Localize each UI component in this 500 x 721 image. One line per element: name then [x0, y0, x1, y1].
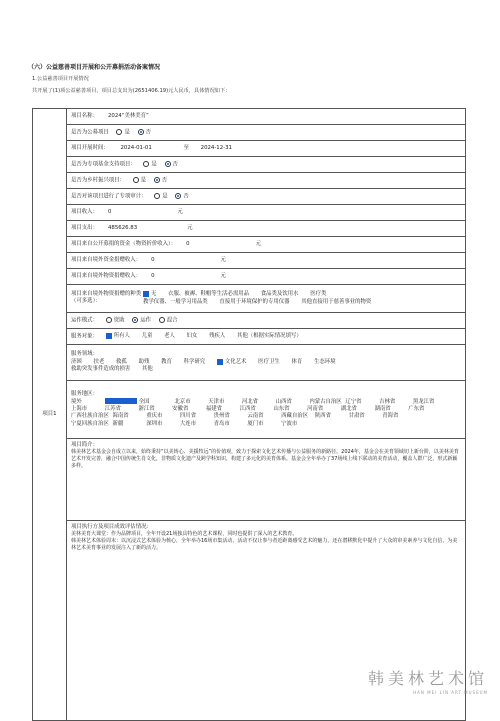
- public-fund-yes-radio[interactable]: [116, 129, 122, 135]
- row-overseas-goods: 项目来自境外物资捐赠收入： 0 元: [67, 269, 466, 285]
- special-fund-no-radio[interactable]: [165, 161, 171, 167]
- goods-none-checkbox[interactable]: [143, 291, 149, 297]
- result-paragraph-1: 美林美育大课堂：作为品牌项目，全年开设21场独具特色的艺术课程，同时也提供了深入的艺术教育。: [71, 531, 298, 538]
- intro-paragraph: 韩美林艺术基金会自成立以来，始终秉持“以美铸心、美援牧远”的价值观，致力于探索文化艺术传播与公益服务的新路径。2024年，基金会在美育领域切上新台阶，以美林美育艺术开发完善，融合中国传统生肖文化，非物质文化遗产及跨学科知识，构建了多元化的美育体系。基金会全年举办了37场线上线下联动的美育活动，覆盖人群广泛，形式新颖多样。: [71, 449, 459, 469]
- row-expense: 项目支出： 485626.83 元: [67, 221, 466, 237]
- row-public-raise: 项目来自公开募捐的资金（物资折价收入）： 0 元: [67, 237, 466, 253]
- result-paragraph-2: 韩美林艺术体验周末：以沉浸式艺术体验为核心，全年举办16场市集活动，活动不仅让参与者近距离感受艺术的魅力，还在潜移默化中提升了大众的审美素养与文化自信，为美林艺术美育事业的发展注入了新的活力。: [71, 538, 458, 551]
- rural-no-radio[interactable]: [154, 177, 160, 183]
- row-period: 项目开展时间： 2024-01-01 至 2024-12-31: [67, 141, 466, 157]
- side-label: 项目1: [33, 109, 67, 721]
- intro-text: 共开展了(1)项公益慈善项目，项目总支出为(2651406.19)元人民币，具体情况如下：: [32, 88, 231, 94]
- watermark-english: HAN MEI LIN ART MUSEUM: [413, 689, 488, 695]
- operation-mixed-radio[interactable]: [159, 317, 165, 323]
- row-operation: 运作模式： 资助 运作 混合: [67, 313, 466, 329]
- field-culture-checkbox[interactable]: [217, 359, 223, 365]
- row-overseas-fund: 项目来自境外资金捐赠收入： 0 元: [67, 253, 466, 269]
- operation-run-radio[interactable]: [132, 317, 138, 323]
- region-national-checkbox[interactable]: [105, 398, 137, 404]
- row-name: 项目名称： 2024“美林美育”: [67, 109, 466, 125]
- operation-fund-radio[interactable]: [106, 317, 112, 323]
- public-fund-no-radio[interactable]: [138, 129, 144, 135]
- row-region: 服务地区： 境外 全国 北京市 天津市 河北省 山西省 内蒙古自治区 辽宁省 吉林省 黑龙江省 上海市 江苏省 浙江省 安徽省 福建省 江西省 山东省 河南省 湖北省 湖南省 广东省 广西壮族自治区 海南省 重庆市 四川省 贵州省 云南省 西藏自治区 陕西省 甘肃省 青海省 宁夏回族自治区 新疆 深圳市 大连市 青岛市 厦门市 宁波市: [67, 381, 466, 439]
- rural-yes-radio[interactable]: [133, 177, 139, 183]
- row-field: 服务领域： 济困 扶老 救孤 助残 教育 科学研究 文化艺术 医疗卫生 体育 生态环境 救助突发事件造成的损害 其他: [67, 345, 466, 381]
- row-intro: 项目简介： 韩美林艺术基金会自成立以来，始终秉持“以美铸心、美援牧远”的价值观，致力于探索文化艺术传播与公益服务的新路径。2024年，基金会在美育领域切上新台阶，以美林美育艺术开发完善，融合中国传统生肖文化，非物质文化遗产及跨学科知识，构建了多元化的美育体系。基金会全年举办了37场线上线下联动的美育活动，覆盖人群广泛，形式新颖多样。: [67, 439, 466, 521]
- row-rural: 是否为乡村振兴项目： 是 否: [67, 173, 466, 189]
- watermark-chinese: 韩美林艺术馆: [367, 669, 488, 689]
- project-table: [32, 108, 466, 721]
- start-date: 2024-01-01: [120, 144, 152, 151]
- row-special-fund: 是否为专项基金支持项目： 是 否: [67, 157, 466, 173]
- row-target: 服务对象： 所有人 儿童 老人 妇女 残疾人 其他（根据实际情况填写）: [67, 329, 466, 345]
- row-public-fund: 是否为公募项目 是 否: [67, 125, 466, 141]
- special-fund-yes-radio[interactable]: [143, 161, 149, 167]
- section-title: （六）公益慈善项目开展和公开募捐活动备案情况: [28, 64, 161, 71]
- project-name-value: 2024“美林美育”: [107, 112, 149, 119]
- row-goods-types: 项目来自境外物资捐赠的种类（可多选）： 无 衣服、被褥、鞋帽等生活必需用品 食品类及饮用水 医疗类 教学仪器、一般学习用品类 直接用于环境保护的专用仪器 其他直接用于慈善事业的物资: [67, 285, 466, 313]
- row-audit: 是否对该项目进行了专项审计： 是 否: [67, 189, 466, 205]
- sub-title: 1.公益慈善项目开展情况: [32, 76, 89, 82]
- target-all-checkbox[interactable]: [106, 333, 112, 339]
- row-result: 项目执行方及项目成效评估情况： 美林美育大课堂：作为品牌项目，全年开设21场独具特色的艺术课程，同时也提供了深入的艺术教育。 韩美林艺术体验周末：以沉浸式艺术体验为核心，全年举办16场市集活动，活动不仅让参与者近距离感受艺术的魅力，还在潜移默化中提升了大众的审美素养与文化自信，为美林艺术美育事业的发展注入了新的活力。: [67, 521, 466, 721]
- museum-watermark: [368, 668, 488, 695]
- row-income: 项目收入： 0 元: [67, 205, 466, 221]
- end-date: 2024-12-31: [200, 144, 232, 151]
- audit-yes-radio[interactable]: [154, 193, 160, 199]
- audit-no-radio[interactable]: [175, 193, 181, 199]
